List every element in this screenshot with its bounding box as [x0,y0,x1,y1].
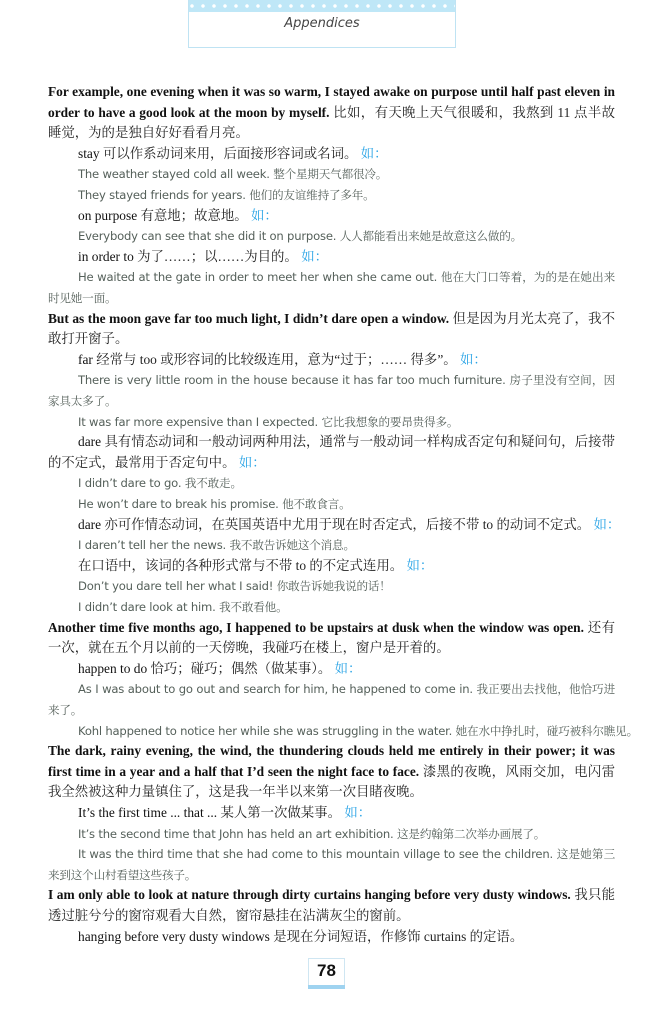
chinese-text: 家具太多了。 [48,394,117,408]
example-line [78,412,615,433]
chinese-text: 他们的友谊维持了多年。 [249,188,375,202]
chinese-text: 睡觉，为的是独自好好看看月亮。 [48,125,249,141]
sentence-line [48,82,615,103]
chinese-text: 来了。 [48,703,83,717]
english-text: first time in a year and a half that I’d seen the night face to face. [48,763,420,779]
section-title: Appendices [284,16,360,31]
english-text: I daren’t tell her the news. [78,538,227,553]
example-line [78,494,615,515]
chinese-text: 在口语中，该词的各种形式常与不带 to 的不定式连用。 [78,557,404,573]
note-line [78,247,615,268]
chinese-text: 她在水中挣扎时，碰巧被科尔瞧见。 [455,723,638,738]
sentence-line [48,329,615,350]
english-text: He waited at the gate in order to meet her when she came out. [78,270,438,285]
example-line [78,576,615,597]
note-line [78,927,615,948]
note-line [78,206,615,227]
note-line [78,432,615,453]
sentence-line [48,123,615,144]
chinese-text: 时见她一面。 [48,291,117,305]
chinese-text: 为了……；以……为目的。 [137,248,298,264]
example-line [78,679,615,700]
english-text: I didn’t dare look at him. [78,600,216,614]
english-text: happen to do [78,660,148,676]
english-text: Kohl happened to notice her while she was struggling in the water. [78,723,453,738]
english-text: Don’t you dare tell her what I said! [78,579,274,594]
chinese-text: 但是因为月光太亮了，我不 [452,310,615,326]
page-number: 78 [308,958,345,986]
english-text: It was far more expensive than I expected. [78,414,319,429]
sentence-line [48,618,615,639]
example-line [78,267,615,288]
example-line [78,597,615,618]
example-marker: 如： [406,557,434,573]
english-text: hanging before very dusty windows [78,928,270,944]
english-text: I didn’t dare to go. [78,476,182,491]
example-marker: 如： [344,805,372,820]
note-line [78,144,615,165]
english-text: He won’t dare to break his promise. [78,497,279,511]
chinese-text: 我正要出去找他，他恰巧进 [476,682,615,697]
chinese-text: 这是她第三 [556,847,615,862]
example-line [48,865,615,886]
chinese-text: 房子里没有空间，因 [509,373,615,388]
chinese-text: 我不敢告诉她这个消息。 [229,538,355,553]
sentence-line [48,762,615,783]
chinese-text: 恰巧；碰巧；偶然（做某事）。 [150,660,332,676]
chinese-text: 你敢告诉她我说的话！ [276,579,391,594]
chinese-text: 来到这个山村看望这些孩子。 [48,867,197,882]
chinese-text: 他不敢食言。 [282,497,351,511]
sentence-line [48,782,615,803]
note-line [48,453,615,474]
chinese-text: 我不敢走。 [184,476,242,491]
note-line [78,350,615,371]
chinese-text: 还有 [587,619,615,635]
chinese-text: 整个星期天气都很冷。 [273,167,388,182]
example-marker: 如： [301,248,328,264]
english-text: The weather stayed cold all week. [78,167,270,182]
sentence-line [48,741,615,762]
example-line [48,391,615,412]
example-line [78,535,615,556]
english-text: dare [78,516,102,532]
english-text: It’s the second time that John has held an art exhibition. [78,826,394,841]
chinese-text: 经常与 too 或形容词的比较级连用，意为“过于；…… 得多”。 [96,351,457,367]
chinese-text: 可以作系动词来用，后面接形容词或名词。 [102,145,358,161]
example-line [78,164,615,185]
english-text: Another time five months ago, I happened to be upstairs at dusk when the window was open. [48,619,584,635]
example-line [78,185,615,206]
example-marker: 如： [334,660,362,676]
chinese-text: 透过脏兮兮的窗帘观看大自然，窗帘悬挂在沾满灰尘的窗前。 [48,908,410,923]
sentence-line [48,309,615,330]
english-text: There is very little room in the house because it has far too much furniture. [78,373,506,388]
english-text: It’s the first time ... that ... [78,805,218,820]
chinese-text: 它比我想象的要昂贵得多。 [321,414,459,429]
chinese-text: 这是约翰第二次举办画展了。 [397,826,546,841]
example-line [48,700,615,721]
english-text: They stayed friends for years. [78,188,246,202]
chinese-text: 亦可作情态动词，在英国英语中尤用于现在时否定式，后接不带 to 的动词不定式。 [104,516,591,532]
sentence-line [48,638,615,659]
chinese-text: 具有情态动词和一般动词两种用法，通常与一般动词一样构成否定句和疑问句，后接带 [104,434,615,450]
sentence-line [48,885,615,906]
sentence-line [48,103,615,124]
english-text: But as the moon gave far too much light, I didn’t dare open a window. [48,310,450,326]
english-text: The dark, rainy evening, the wind, the thundering clouds held me entirely in their power; it was [48,743,615,759]
example-line [78,370,615,391]
example-line [78,721,638,742]
english-text: stay [78,145,100,161]
english-text: order to have a good look at the moon by myself. [48,104,330,120]
chinese-text: 有意地；故意地。 [140,207,248,223]
example-line [48,288,615,309]
chinese-text: 我不敢看他。 [219,600,288,614]
sentence-line [48,906,615,927]
chinese-text: 某人第一次做某事。 [220,805,341,820]
note-line [78,515,621,536]
note-line [78,659,615,680]
english-text: dare [78,434,102,450]
english-text: I am only able to look at nature through dirty curtains hanging before very dusty windows. [48,887,571,903]
chinese-text: 是现在分词短语，作修饰 curtains 的定语。 [273,928,524,944]
section-header [188,0,456,48]
english-text: As I was about to go out and search for him, he happened to come in. [78,682,473,697]
example-line [78,824,615,845]
example-line [78,226,615,247]
chinese-text: 他在大门口等着，为的是在她出来 [440,270,615,285]
english-text: For example, one evening when it was so warm, I stayed awake on purpose until half past eleven in [48,84,615,99]
example-marker: 如： [250,207,278,223]
chinese-text: 漆黑的夜晚，风雨交加，电闪雷 [422,763,615,779]
example-line [78,844,615,865]
chinese-text: 敢打开窗子。 [48,331,129,347]
chinese-text: 人人都能看出来她是故意这么做的。 [339,229,523,244]
english-text: far [78,351,93,367]
english-text: on purpose [78,207,138,223]
example-marker: 如： [593,516,621,532]
example-line [78,473,615,494]
chinese-text: 一次，就在五个月以前的一天傍晚，我碰巧在楼上，窗户是开着的。 [48,640,450,656]
chinese-text: 我全然被这种力量镇住了，这是我一年半以来第一次目睹夜晚。 [48,784,423,800]
note-line [78,556,615,577]
english-text: Everybody can see that she did it on purpose. [78,229,337,244]
english-text: in order to [78,248,134,264]
header-decoration [189,0,455,12]
english-text: It was the third time that she had come to this mountain village to see the children. [78,847,553,862]
example-marker: 如： [460,351,487,367]
note-line [78,803,615,824]
chinese-text: 的不定式，最常用于否定句中。 [48,454,236,470]
chinese-text: 比如，有天晚上天气很暖和，我熬到 11 点半故 [333,104,615,120]
example-marker: 如： [360,145,388,161]
example-marker: 如： [238,454,266,470]
chinese-text: 我只能 [574,887,615,903]
